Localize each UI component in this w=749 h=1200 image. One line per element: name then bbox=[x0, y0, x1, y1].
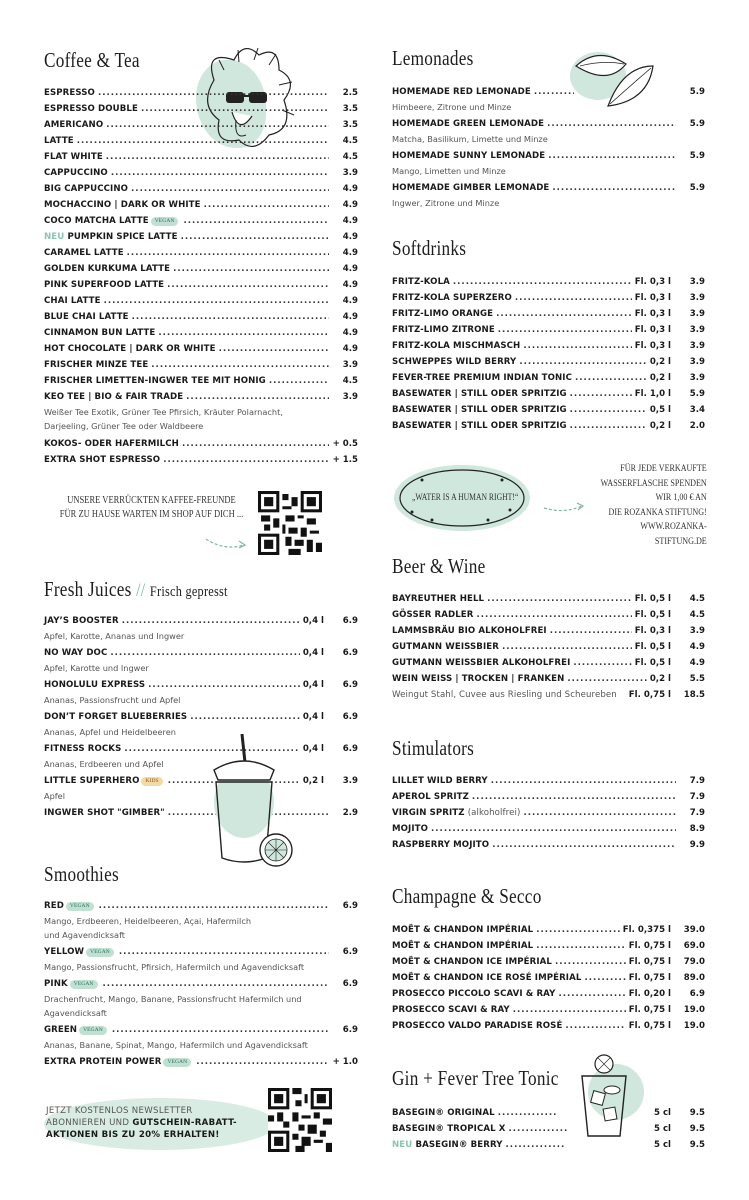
item-description: Apfel, Karotte, Ananas und Ingwer bbox=[44, 631, 185, 641]
menu-item: GÖSSER RADLER ..... Fl. 0,5 l 4.5 bbox=[392, 607, 705, 623]
item-description: Weißer Tee Exotik, Grüner Tee Pfirsich, Kräuter Polarnacht, Darjeeling, Grüner Tee oder Waldbeere bbox=[44, 407, 283, 431]
item-description: Mango, Passionsfrucht, Pfirsich, Hafermilch und Agavendicksaft bbox=[44, 962, 305, 972]
menu-item: BASEWATER | STILL ODER SPRITZIG ..... 0,5 l 3.4 bbox=[392, 402, 705, 418]
kids-badge: KIDS bbox=[141, 777, 162, 786]
vegan-badge: VEGAN bbox=[151, 217, 179, 226]
gin-list bbox=[392, 1105, 705, 1153]
menu-item: CHAI LATTE ..... 4.9 bbox=[44, 293, 358, 309]
menu-item: DON’T FORGET BLUEBERRIES ..... 0,4 l 6.9 bbox=[44, 709, 358, 725]
menu-item: LILLET WILD BERRY ..... 7.9 bbox=[392, 773, 705, 789]
item-description: Apfel, Karotte und Ingwer bbox=[44, 663, 149, 673]
menu-item: PINK SUPERFOOD LATTE ..... 4.9 bbox=[44, 277, 358, 293]
item-description: Mango, Erdbeeren, Heidelbeeren, Açai, Hafermilch bbox=[44, 916, 252, 926]
softdrinks-title: Softdrinks bbox=[392, 236, 467, 260]
qr-code-newsletter[interactable] bbox=[268, 1088, 332, 1152]
menu-item: MOËT & CHANDON ICE ROSÉ IMPÉRIAL ..... Fl. 0,75 l 89.0 bbox=[392, 970, 705, 986]
fresh-juices-title: Fresh Juices // Frisch gepresst bbox=[44, 577, 228, 601]
menu-item: CARAMEL LATTE ..... 4.9 bbox=[44, 245, 358, 261]
menu-item: KOKOS- ODER HAFERMILCH ..... + 0.5 bbox=[44, 436, 358, 452]
beer-wine-title: Beer & Wine bbox=[392, 554, 486, 578]
menu-item: CAPPUCCINO ..... 3.9 bbox=[44, 165, 358, 181]
menu-item: HOMEMADE GREEN LEMONADE ..... 5.9 bbox=[392, 116, 705, 132]
menu-item: BASEWATER | STILL ODER SPRITZIG ..... Fl. 1,0 l 5.9 bbox=[392, 386, 705, 402]
arrow-icon bbox=[204, 533, 250, 551]
menu-item: HOMEMADE GIMBER LEMONADE ..... 5.9 bbox=[392, 180, 705, 196]
vegan-badge: VEGAN bbox=[66, 902, 94, 911]
lemonades-list bbox=[392, 84, 705, 210]
menu-item: BASEGIN® TROPICAL X ..... 5 cl 9.5 bbox=[392, 1121, 705, 1137]
menu-item: SCHWEPPES WILD BERRY ..... 0,2 l 3.9 bbox=[392, 354, 705, 370]
menu-item: MOËT & CHANDON IMPÉRIAL ..... Fl. 0,375 l 39.0 bbox=[392, 922, 705, 938]
qr-code-shop[interactable] bbox=[258, 491, 322, 555]
smoothies-list bbox=[44, 898, 358, 1070]
item-description: Ananas, Erdbeeren und Apfel bbox=[44, 759, 164, 769]
menu-item: BASEWATER | STILL ODER SPRITZIG ..... 0,2 l 2.0 bbox=[392, 418, 705, 434]
item-description: Apfel bbox=[44, 791, 65, 801]
menu-item: BASEGIN® ORIGINAL ..... 5 cl 9.5 bbox=[392, 1105, 705, 1121]
menu-item: MOËT & CHANDON IMPÉRIAL ..... Fl. 0,75 l 69.0 bbox=[392, 938, 705, 954]
juices-list bbox=[44, 613, 358, 821]
menu-item: FRITZ-LIMO ORANGE ..... Fl. 0,3 l 3.9 bbox=[392, 306, 705, 322]
menu-item: HOT CHOCOLATE | DARK OR WHITE ..... 4.9 bbox=[44, 341, 358, 357]
item-description: und Agavendicksaft bbox=[44, 930, 126, 940]
menu-item: PROSECCO PICCOLO SCAVI & RAY ..... Fl. 0,20 l 6.9 bbox=[392, 986, 705, 1002]
menu-item: FRISCHER MINZE TEE ..... 3.9 bbox=[44, 357, 358, 373]
menu-item: VIRGIN SPRITZ (alkoholfrei) ..... 7.9 bbox=[392, 805, 705, 821]
menu-item: LAMMSBRÄU BIO ALKOHOLFREI ..... Fl. 0,3 l 3.9 bbox=[392, 623, 705, 639]
menu-item: MOJITO ..... 8.9 bbox=[392, 821, 705, 837]
menu-item: YELLOW VEGAN ..... 6.9 bbox=[44, 944, 358, 960]
menu-item: ESPRESSO DOUBLE ..... 3.5 bbox=[44, 101, 358, 117]
menu-item: HONOLULU EXPRESS ..... 0,4 l 6.9 bbox=[44, 677, 358, 693]
champagne-list bbox=[392, 922, 705, 1034]
menu-item: NEU BASEGIN® BERRY ..... 5 cl 9.5 bbox=[392, 1137, 705, 1153]
water-donation-text: FÜR JEDE VERKAUFTE WASSERFLASCHE SPENDEN WIR 1,00 € AN DIE ROZANKA STIFTUNG! WWW.ROZANKA-STIFTUNG.DE bbox=[600, 464, 707, 547]
vegan-badge: VEGAN bbox=[79, 1026, 107, 1035]
vegan-badge: VEGAN bbox=[163, 1058, 191, 1067]
new-badge: NEU bbox=[44, 232, 65, 242]
menu-item: FRITZ-LIMO ZITRONE ..... Fl. 0,3 l 3.9 bbox=[392, 322, 705, 338]
item-description: Drachenfrucht, Mango, Banane, Passionsfrucht Hafermilch und bbox=[44, 994, 302, 1004]
beer-list bbox=[392, 591, 705, 703]
menu-item: AMERICANO ..... 3.5 bbox=[44, 117, 358, 133]
menu-item: BAYREUTHER HELL ..... Fl. 0,5 l 4.5 bbox=[392, 591, 705, 607]
menu-item: PROSECCO VALDO PARADISE ROSÉ ..... Fl. 0,75 l 19.0 bbox=[392, 1018, 705, 1034]
smoothies-title: Smoothies bbox=[44, 862, 119, 886]
menu-item: BLUE CHAI LATTE ..... 4.9 bbox=[44, 309, 358, 325]
menu-item: WEIN WEISS | TROCKEN | FRANKEN ..... 0,2 l 5.5 bbox=[392, 671, 705, 687]
menu-item: HOMEMADE RED LEMONADE ..... 5.9 bbox=[392, 84, 705, 100]
champagne-title: Champagne & Secco bbox=[392, 884, 542, 908]
menu-item: MOËT & CHANDON ICE IMPÉRIAL ..... Fl. 0,75 l 79.0 bbox=[392, 954, 705, 970]
menu-item: ESPRESSO ..... 2.5 bbox=[44, 85, 358, 101]
menu-item: FEVER-TREE PREMIUM INDIAN TONIC ..... 0,2 l 3.9 bbox=[392, 370, 705, 386]
menu-item: JAY’S BOOSTER ..... 0,4 l 6.9 bbox=[44, 613, 358, 629]
item-description: Ingwer, Zitrone und Minze bbox=[392, 198, 500, 208]
menu-item: CINNAMON BUN LATTE ..... 4.9 bbox=[44, 325, 358, 341]
menu-item: MOCHACCINO | DARK OR WHITE ..... 4.9 bbox=[44, 197, 358, 213]
juice-cup-icon bbox=[206, 732, 302, 872]
item-description: Agavendicksaft bbox=[44, 1008, 107, 1018]
menu-item: FLAT WHITE ..... 4.5 bbox=[44, 149, 358, 165]
item-description: Ananas, Banane, Spinat, Mango, Hafermilch und Agavendicksaft bbox=[44, 1040, 308, 1050]
menu-item: RASPBERRY MOJITO ..... 9.9 bbox=[392, 837, 705, 853]
menu-item: GREEN VEGAN ..... 6.9 bbox=[44, 1022, 358, 1038]
menu-item: INGWER SHOT "GIMBER" ..... 2.9 bbox=[44, 805, 358, 821]
menu-item: LATTE ..... 4.5 bbox=[44, 133, 358, 149]
vegan-badge: VEGAN bbox=[70, 980, 98, 989]
coffee-tea-title: Coffee & Tea bbox=[44, 48, 140, 72]
menu-item: HOMEMADE SUNNY LEMONADE ..... 5.9 bbox=[392, 148, 705, 164]
lemonades-title: Lemonades bbox=[392, 46, 474, 70]
menu-item: FRITZ-KOLA ..... Fl. 0,3 l 3.9 bbox=[392, 274, 705, 290]
stimulators-title: Stimulators bbox=[392, 736, 475, 760]
menu-item: FRITZ-KOLA MISCHMASCH ..... Fl. 0,3 l 3.9 bbox=[392, 338, 705, 354]
coffee-list bbox=[44, 85, 358, 468]
menu-item: GUTMANN WEISSBIER ALKOHOLFREI ..... Fl. 0,5 l 4.9 bbox=[392, 655, 705, 671]
softdrinks-list bbox=[392, 274, 705, 434]
menu-item: NO WAY DOC ..... 0,4 l 6.9 bbox=[44, 645, 358, 661]
menu-item: PINK VEGAN ..... 6.9 bbox=[44, 976, 358, 992]
menu-item: KEO TEE | BIO & FAIR TRADE ..... 3.9 bbox=[44, 389, 358, 405]
menu-item: EXTRA PROTEIN POWER VEGAN ..... + 1.0 bbox=[44, 1054, 358, 1070]
menu-item: LITTLE SUPERHERO KIDS ..... 0,2 l 3.9 bbox=[44, 773, 358, 789]
menu-item: BIG CAPPUCCINO ..... 4.9 bbox=[44, 181, 358, 197]
menu-item: APEROL SPRITZ ..... 7.9 bbox=[392, 789, 705, 805]
menu-item: Weingut Stahl, Cuvee aus Riesling und Scheureben Fl. 0,75 l 18.5 bbox=[392, 690, 705, 700]
menu-item: PROSECCO SCAVI & RAY ..... Fl. 0,75 l 19.0 bbox=[392, 1002, 705, 1018]
item-description: Matcha, Basilikum, Limette und Minze bbox=[392, 134, 548, 144]
newsletter-promo: JETZT KOSTENLOS NEWSLETTER ABONNIEREN UND GUTSCHEIN-RABATT- AKTIONEN BIS ZU 20% ERHALTEN! bbox=[46, 1106, 237, 1140]
menu-item: FRISCHER LIMETTEN-INGWER TEE MIT HONIG ..... 4.5 bbox=[44, 373, 358, 389]
stimulators-list bbox=[392, 773, 705, 853]
menu-item: GOLDEN KURKUMA LATTE ..... 4.9 bbox=[44, 261, 358, 277]
menu-item: RED VEGAN ..... 6.9 bbox=[44, 898, 358, 914]
item-description: Ananas, Apfel und Heidelbeeren bbox=[44, 727, 176, 737]
menu-item: FITNESS ROCKS ..... 0,4 l 6.9 bbox=[44, 741, 358, 757]
gin-tonic-title: Gin + Fever Tree Tonic bbox=[392, 1066, 559, 1090]
item-description: Himbeere, Zitrone und Minze bbox=[392, 102, 512, 112]
vegan-badge: VEGAN bbox=[86, 948, 114, 957]
water-slogan: „WATER IS A HUMAN RIGHT!“ bbox=[412, 492, 519, 502]
shop-promo-text: UNSERE VERRÜCKTEN KAFFEE-FREUNDE FÜR ZU HAUSE WARTEN IM SHOP AUF DICH ... bbox=[59, 495, 244, 520]
new-badge: NEU bbox=[392, 1140, 413, 1150]
menu-item: COCO MATCHA LATTE VEGAN ..... 4.9 bbox=[44, 213, 358, 229]
menu-item: GUTMANN WEISSBIER ..... Fl. 0,5 l 4.9 bbox=[392, 639, 705, 655]
menu-item: EXTRA SHOT ESPRESSO ..... + 1.5 bbox=[44, 452, 358, 468]
menu-item: FRITZ-KOLA SUPERZERO ..... Fl. 0,3 l 3.9 bbox=[392, 290, 705, 306]
item-description: Ananas, Passionsfrucht und Apfel bbox=[44, 695, 181, 705]
item-description: Mango, Limetten und Minze bbox=[392, 166, 506, 176]
menu-item: NEU PUMPKIN SPICE LATTE ..... 4.9 bbox=[44, 229, 358, 245]
arrow-icon bbox=[542, 498, 588, 516]
